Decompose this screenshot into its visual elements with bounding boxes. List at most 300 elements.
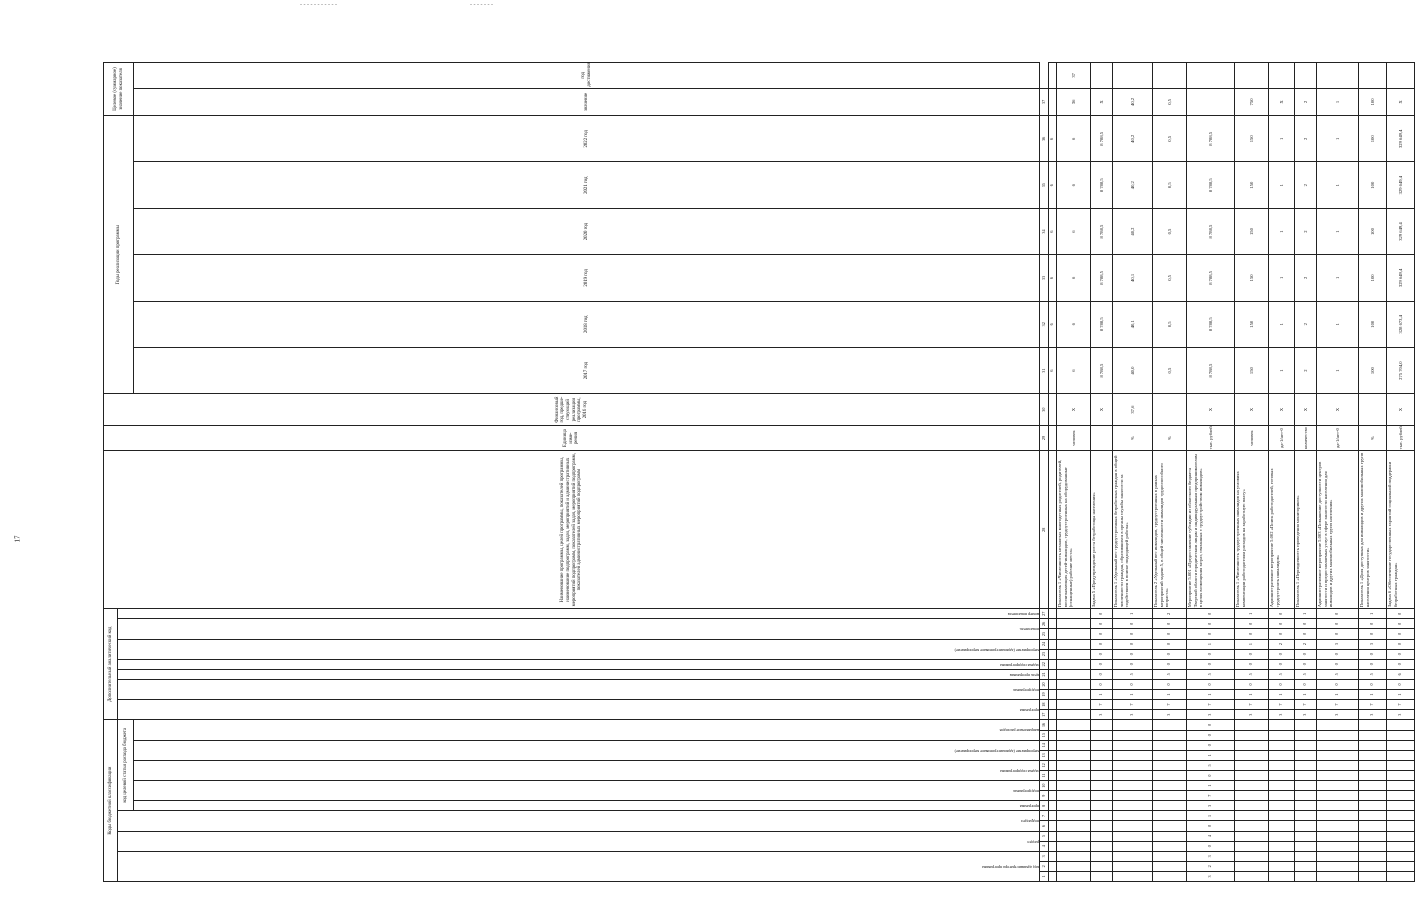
code-cell (1153, 750, 1187, 760)
row-year-value: 1 (1317, 162, 1359, 208)
header-name-col: Наименование программы, целей программы, показателей программы, наименование подпрограмм, задач, мероприятий и административных мероприятий подпрограмм, показателей задач, мероприятий подпрограмм, показателей административных мероприятий подпрограмм (104, 451, 1040, 609)
analytic-cell: 0 (1153, 649, 1187, 659)
code-cell (1057, 730, 1091, 740)
code-cell (1387, 740, 1415, 750)
analytic-cell: 1 (1295, 609, 1317, 619)
code-cell (1153, 781, 1187, 791)
row-year-value: 329 649,4 (1387, 208, 1415, 254)
code-cell: 4 (1187, 831, 1235, 841)
column-number: 36 (1040, 116, 1049, 162)
row-year-value: 40,1 (1113, 255, 1153, 301)
row-year-value: 6 (1057, 208, 1091, 254)
empty-cell (1049, 730, 1057, 740)
row-year-value: 1 (1269, 116, 1295, 162)
empty-cell (1049, 841, 1057, 851)
analytic-cell: 6 (1387, 669, 1415, 679)
empty-cell (1049, 425, 1057, 450)
column-number: 10 (1040, 781, 1049, 791)
row-unit: количество (1295, 425, 1317, 450)
row-year-value: 1 (1269, 301, 1295, 347)
row-target-value: 40,2 (1113, 88, 1153, 115)
header-subprogram-text: подпрограмма (1013, 789, 1039, 795)
row-year-value: 150 (1235, 347, 1269, 393)
empty-cell (1049, 88, 1057, 115)
analytic-cell: 0 (1295, 659, 1317, 669)
code-cell (1269, 801, 1295, 811)
code-cell (1359, 811, 1387, 821)
analytic-cell: 0 (1295, 679, 1317, 689)
column-number: 27 (1040, 609, 1049, 619)
empty-cell (1049, 740, 1057, 750)
analytic-cell: 0 (1113, 679, 1153, 689)
column-number: 30 (1040, 394, 1049, 426)
table-row (1235, 63, 1269, 882)
code-cell (1317, 821, 1359, 831)
row-year-value: 1 (1317, 208, 1359, 254)
column-number: 13 (1040, 750, 1049, 760)
code-cell (1359, 770, 1387, 780)
analytic-cell (1057, 679, 1091, 689)
code-cell (1057, 841, 1091, 851)
header-target-year: год достижения (134, 63, 1040, 89)
header-unit-col: Единица изме-рения (104, 425, 1040, 450)
header-direction (134, 720, 1040, 740)
table-row (1295, 63, 1317, 882)
code-cell (1359, 740, 1387, 750)
row-target-year (1113, 63, 1153, 89)
code-cell (1387, 861, 1415, 871)
analytic-cell: 1 (1235, 639, 1269, 649)
code-cell: 0 (1187, 730, 1235, 740)
header-an-program-text: программа (1019, 708, 1039, 714)
code-cell (1269, 740, 1295, 750)
row-target-value: 2 (1295, 88, 1317, 115)
code-cell (1295, 841, 1317, 851)
header-an-task-subprogram-text: задача подпрограммы (1000, 662, 1039, 668)
code-cell (1295, 781, 1317, 791)
row-fin-year (1153, 394, 1187, 426)
analytic-cell: 7 (1187, 700, 1235, 710)
row-year-value: 6 (1057, 255, 1091, 301)
header-year: 2018 год (134, 301, 1040, 347)
analytic-cell: 0 (1387, 629, 1415, 639)
header-an-program (118, 700, 1040, 720)
analytic-cell: 5 (1317, 669, 1359, 679)
header-an-number (118, 609, 1040, 619)
code-cell (1153, 730, 1187, 740)
empty-cell (1049, 394, 1057, 426)
row-year-value: 150 (1235, 116, 1269, 162)
empty-cell (1049, 649, 1057, 659)
header-target-code-group: код целевой статьи расхода бюджета (118, 720, 134, 811)
analytic-cell: 0 (1269, 609, 1295, 619)
row-year-value: 150 (1235, 162, 1269, 208)
column-number: 9 (1040, 791, 1049, 801)
code-cell (1113, 871, 1153, 881)
analytic-cell: 1 (1091, 689, 1113, 699)
column-number: 22 (1040, 659, 1049, 669)
code-cell (1235, 801, 1269, 811)
analytic-cell: 1 (1317, 689, 1359, 699)
column-number: 16 (1040, 720, 1049, 730)
code-cell (1295, 730, 1317, 740)
row-target-year (1387, 63, 1415, 89)
analytic-cell: 0 (1113, 659, 1153, 669)
code-cell: 0 (1187, 720, 1235, 730)
code-cell (1387, 720, 1415, 730)
row-year-value: 0,5 (1153, 301, 1187, 347)
code-cell (1153, 740, 1187, 750)
code-cell (1295, 760, 1317, 770)
header-an-task-program-text: цель программы (1009, 672, 1039, 678)
analytic-cell: 0 (1091, 639, 1113, 649)
analytic-cell (1057, 629, 1091, 639)
row-name: Показатель 1 «Удельный вес трудоустроенных безработных граждан в общей численности граждан, обратившихся в органы службы занятости за содействием в поиске подходящей работы» (1113, 451, 1153, 609)
row-year-value: 40,1 (1113, 301, 1153, 347)
rotated-table-sheet (103, 62, 1403, 882)
row-target-year (1295, 63, 1317, 89)
code-cell: 3 (1187, 801, 1235, 811)
analytic-cell: 1 (1359, 609, 1387, 619)
row-year-value: 2 (1295, 347, 1317, 393)
table-row (1317, 63, 1359, 882)
row-name: Административное мероприятие 5.002 «Поиск работодателей, готовых трудоустроить инвалидов» (1269, 451, 1295, 609)
row-year-value: 6 (1057, 116, 1091, 162)
row-year-value: 40,0 (1113, 347, 1153, 393)
code-cell (1317, 760, 1359, 770)
header-an-indicator-text: показатель (1019, 627, 1039, 633)
code-cell: 1 (1187, 811, 1235, 821)
analytic-cell: 0 (1295, 629, 1317, 639)
code-cell (1113, 811, 1153, 821)
code-cell (1091, 801, 1113, 811)
code-cell: 1 (1187, 750, 1235, 760)
analytic-cell: 0 (1269, 649, 1295, 659)
header-admin-code (118, 851, 1040, 881)
row-year-value: 275 704,0 (1387, 347, 1415, 393)
column-number: 20 (1040, 679, 1049, 689)
header-an-subprogram-text: подпрограмма (1013, 687, 1039, 693)
code-cell (1269, 760, 1295, 770)
code-cell (1387, 730, 1415, 740)
analytic-cell: 0 (1387, 649, 1415, 659)
code-cell (1387, 811, 1415, 821)
code-cell (1387, 770, 1415, 780)
row-name: Задача 5 «Предупреждение роста безработицы населения» (1091, 451, 1113, 609)
code-cell (1295, 811, 1317, 821)
code-cell (1235, 861, 1269, 871)
code-cell (1057, 871, 1091, 881)
code-cell (1113, 720, 1153, 730)
code-cell (1113, 841, 1153, 851)
code-cell (1113, 861, 1153, 871)
analytic-cell: 3 (1387, 710, 1415, 720)
year-index: 6 (1049, 162, 1057, 208)
analytic-cell: 3 (1359, 710, 1387, 720)
header-section (118, 831, 1040, 851)
header-year: 2022 год (134, 116, 1040, 162)
header-subsection (118, 811, 1040, 831)
row-unit: % (1113, 425, 1153, 450)
row-fin-year: Х (1235, 394, 1269, 426)
code-cell (1091, 831, 1113, 841)
analytic-cell: 7 (1359, 700, 1387, 710)
empty-cell (1049, 619, 1057, 629)
empty-cell (1049, 871, 1057, 881)
row-year-value: 40,2 (1113, 162, 1153, 208)
code-cell (1057, 811, 1091, 821)
program-table (103, 62, 1415, 882)
row-year-value: 8 788,5 (1187, 162, 1235, 208)
column-number: 17 (1040, 710, 1049, 720)
code-cell (1359, 720, 1387, 730)
code-cell (1057, 720, 1091, 730)
analytic-cell: 0 (1113, 639, 1153, 649)
table-row (1091, 63, 1113, 882)
column-number: 35 (1040, 162, 1049, 208)
analytic-cell: 5 (1187, 669, 1235, 679)
analytic-cell: 5 (1235, 669, 1269, 679)
analytic-cell: 7 (1235, 700, 1269, 710)
header-an-number-text: номер показателя (1007, 612, 1039, 618)
empty-cell (1049, 811, 1057, 821)
row-year-value: 1 (1317, 347, 1359, 393)
row-year-value: 0,5 (1153, 255, 1187, 301)
code-cell: 0 (1187, 770, 1235, 780)
analytic-cell: 0 (1387, 679, 1415, 689)
code-cell (1113, 740, 1153, 750)
empty-cell (1049, 679, 1057, 689)
code-cell (1057, 821, 1091, 831)
column-number: 21 (1040, 669, 1049, 679)
row-target-year (1317, 63, 1359, 89)
code-cell (1091, 821, 1113, 831)
analytic-cell: 0 (1235, 619, 1269, 629)
code-cell (1269, 770, 1295, 780)
analytic-cell: 3 (1091, 710, 1113, 720)
row-target-year (1235, 63, 1269, 89)
header-an-measure (118, 639, 1040, 659)
code-cell: 3 (1187, 871, 1235, 881)
analytic-cell: 0 (1295, 619, 1317, 629)
empty-cell (1049, 851, 1057, 861)
code-cell (1113, 851, 1153, 861)
code-cell (1113, 760, 1153, 770)
row-year-value: 0,5 (1153, 116, 1187, 162)
analytic-cell: 0 (1235, 679, 1269, 689)
analytic-cell: 5 (1153, 669, 1187, 679)
column-number: 4 (1040, 841, 1049, 851)
code-cell (1113, 730, 1153, 740)
row-year-value: 100 (1359, 162, 1387, 208)
analytic-cell: 0 (1387, 639, 1415, 649)
row-year-value: 8 788,5 (1187, 255, 1235, 301)
empty-cell (1049, 63, 1057, 89)
row-year-value: 328 673,4 (1387, 301, 1415, 347)
empty-cell (1049, 451, 1057, 609)
row-fin-year: Х (1317, 394, 1359, 426)
analytic-cell: 0 (1269, 629, 1295, 639)
header-year: 2019 год (134, 255, 1040, 301)
code-cell (1057, 760, 1091, 770)
analytic-cell: 1 (1187, 689, 1235, 699)
code-cell (1235, 730, 1269, 740)
code-cell (1153, 831, 1187, 841)
column-number: 8 (1040, 801, 1049, 811)
code-cell (1359, 801, 1387, 811)
row-name: Показатель 1 «Доля доступных для инвалидов и других маломобильных групп населения центров занятости» (1359, 451, 1387, 609)
header-an-task-subprogram (118, 659, 1040, 669)
header-section-text: раздел (1027, 839, 1039, 845)
code-cell (1091, 760, 1113, 770)
code-cell (1091, 781, 1113, 791)
header-analytic-group: Дополнительный аналитический код (104, 609, 118, 720)
code-cell (1091, 871, 1113, 881)
row-year-value: 6 (1057, 162, 1091, 208)
code-cell (1269, 791, 1295, 801)
row-year-value: 0,5 (1153, 208, 1187, 254)
column-number: 26 (1040, 619, 1049, 629)
row-unit: да-1/нет-0 (1269, 425, 1295, 450)
empty-cell (1049, 629, 1057, 639)
analytic-cell: 0 (1153, 619, 1187, 629)
row-unit: человек (1235, 425, 1269, 450)
code-cell (1091, 841, 1113, 851)
row-fin-year: Х (1057, 394, 1091, 426)
code-cell (1057, 791, 1091, 801)
analytic-cell: 0 (1091, 609, 1113, 619)
column-number: 3 (1040, 851, 1049, 861)
row-year-value: 2 (1295, 162, 1317, 208)
code-cell (1153, 760, 1187, 770)
empty-cell (1049, 861, 1057, 871)
row-target-value: Х (1269, 88, 1295, 115)
column-number: 34 (1040, 208, 1049, 254)
analytic-cell: 0 (1091, 619, 1113, 629)
code-cell (1387, 750, 1415, 760)
code-cell (1153, 770, 1187, 780)
code-cell (1317, 841, 1359, 851)
column-number: 5 (1040, 831, 1049, 841)
column-number: 25 (1040, 629, 1049, 639)
analytic-cell: 0 (1187, 619, 1235, 629)
code-cell (1317, 720, 1359, 730)
code-cell (1113, 781, 1153, 791)
empty-cell (1049, 760, 1057, 770)
code-cell (1317, 781, 1359, 791)
row-fin-year (1359, 394, 1387, 426)
header-purpose-text: задача подпрограммы (1000, 768, 1039, 774)
row-year-value: 6 (1057, 301, 1091, 347)
column-number: 12 (1040, 760, 1049, 770)
row-name: Мероприятие 5.001 «Предоставление субсидии из областного бюджета Тверской области юридическим лицам и индивидуальным предпринимателям в целях возмещения затрат, связанных с трудоустройством инвалидов» (1187, 451, 1235, 609)
row-year-value: 6 (1057, 347, 1091, 393)
code-cell (1269, 871, 1295, 881)
code-cell (1387, 791, 1415, 801)
header-subsection-text: подраздел (1021, 819, 1039, 825)
row-year-value: 0,5 (1153, 347, 1187, 393)
header-program (134, 801, 1040, 811)
row-year-value: 1 (1317, 116, 1359, 162)
year-index: 6 (1049, 255, 1057, 301)
code-cell (1359, 750, 1387, 760)
header-purpose (134, 760, 1040, 780)
column-number: 23 (1040, 649, 1049, 659)
code-cell (1317, 871, 1359, 881)
code-cell (1235, 781, 1269, 791)
analytic-cell: 5 (1295, 669, 1317, 679)
analytic-cell: 3 (1317, 710, 1359, 720)
analytic-cell: 0 (1317, 649, 1359, 659)
code-cell (1317, 831, 1359, 841)
empty-cell (1049, 639, 1057, 649)
analytic-cell: 5 (1359, 669, 1387, 679)
analytic-cell: 2 (1153, 609, 1187, 619)
column-number: 7 (1040, 811, 1049, 821)
header-an-measure-text: мероприятие (административное мероприятие) (954, 647, 1039, 653)
code-cell (1235, 740, 1269, 750)
code-cell (1295, 821, 1317, 831)
analytic-cell: 1 (1187, 639, 1235, 649)
row-year-value: 100 (1359, 255, 1387, 301)
analytic-cell: 1 (1269, 689, 1295, 699)
code-cell (1317, 750, 1359, 760)
code-cell (1387, 871, 1415, 881)
empty-cell (1049, 750, 1057, 760)
analytic-cell: 0 (1187, 659, 1235, 669)
code-cell (1057, 851, 1091, 861)
analytic-cell: 7 (1269, 700, 1295, 710)
analytic-cell (1057, 609, 1091, 619)
row-fin-year: Х (1387, 394, 1415, 426)
analytic-cell: 3 (1359, 639, 1387, 649)
code-cell (1269, 730, 1295, 740)
code-cell (1387, 781, 1415, 791)
code-cell (1235, 791, 1269, 801)
analytic-cell: 3 (1187, 710, 1235, 720)
code-cell (1235, 821, 1269, 831)
row-year-value: 1 (1269, 208, 1295, 254)
code-cell (1359, 781, 1387, 791)
row-fin-year: 37,6 (1113, 394, 1153, 426)
code-cell (1235, 750, 1269, 760)
row-name: Показатель 1 «Численность незанятых многодетных родителей, родителей, воспитывающих детей-инвалидов, трудоустроенных на оборудованные (оснащенные) рабочие места» (1057, 451, 1091, 609)
analytic-cell: 0 (1359, 679, 1387, 689)
code-cell (1091, 851, 1113, 861)
analytic-cell: 3 (1269, 710, 1295, 720)
row-name: Показатель 1 «Численность трудоустроенных инвалидов на условиях компенсации работодателям расходов на заработную плату» (1235, 451, 1269, 609)
row-unit (1091, 425, 1113, 450)
row-target-value: 100 (1359, 88, 1387, 115)
row-year-value: 8 788,5 (1091, 347, 1113, 393)
header-year: 2020 год (134, 208, 1040, 254)
row-year-value: 1 (1317, 255, 1359, 301)
code-cell (1091, 720, 1113, 730)
analytic-cell: 0 (1113, 619, 1153, 629)
code-cell (1113, 770, 1153, 780)
header-an-task-program (118, 669, 1040, 679)
header-year: 2021 год (134, 162, 1040, 208)
row-name: Административное мероприятие 5.003 «Повышение доступности центров занятости и предоставляемых услуг в сфере занятости населения для инвалидов и других маломобильных групп населения» (1317, 451, 1359, 609)
column-number: 2 (1040, 861, 1049, 871)
row-year-value: 8 788,5 (1091, 255, 1113, 301)
analytic-cell: 7 (1295, 700, 1317, 710)
analytic-cell: 2 (1295, 639, 1317, 649)
code-cell (1295, 740, 1317, 750)
column-number: 19 (1040, 689, 1049, 699)
analytic-cell: 0 (1387, 609, 1415, 619)
code-cell (1057, 861, 1091, 871)
